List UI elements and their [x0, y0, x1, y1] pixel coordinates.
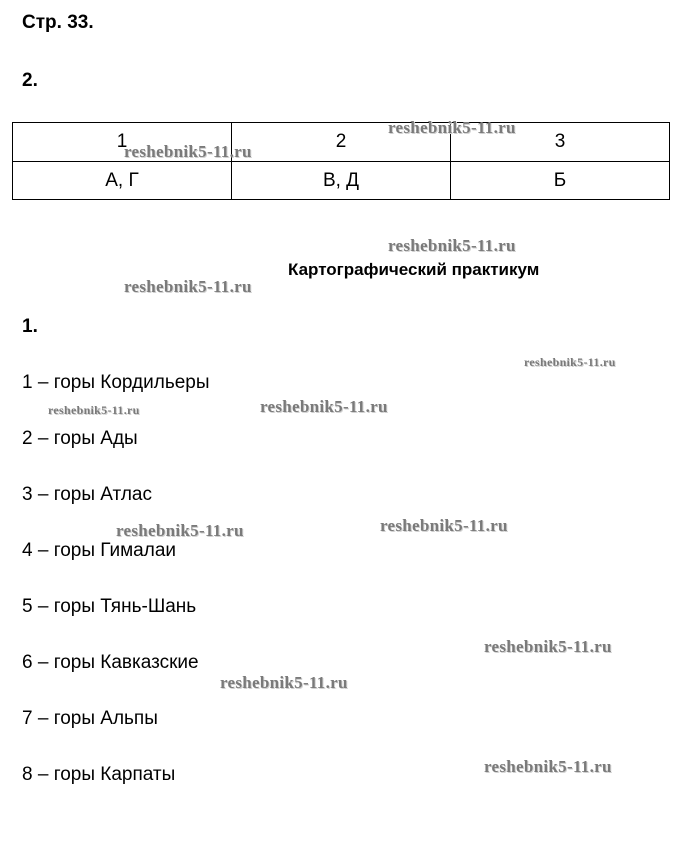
- table-header-cell: 2: [232, 123, 451, 162]
- watermark: reshebnik5-11.ru: [116, 521, 244, 540]
- answer-table: [12, 122, 670, 200]
- watermark: reshebnik5-11.ru: [124, 277, 252, 296]
- list-item: 5 – горы Тянь-Шань: [22, 596, 197, 617]
- table-header-cell: 1: [13, 123, 232, 162]
- table-header-cell: 3: [451, 123, 670, 162]
- watermark: reshebnik5-11.ru: [484, 757, 612, 776]
- table-cell: В, Д: [232, 162, 451, 200]
- table-cell: А, Г: [13, 162, 232, 200]
- watermark: reshebnik5-11.ru: [524, 355, 616, 369]
- watermark: reshebnik5-11.ru: [48, 403, 140, 417]
- list-item: 4 – горы Гималаи: [22, 540, 177, 561]
- task-number-2: 2.: [22, 70, 38, 91]
- mountains-list: [22, 372, 210, 820]
- list-item: 2 – горы Ады: [22, 428, 138, 449]
- section-heading: Картографический практикум: [288, 260, 540, 279]
- list-item: 3 – горы Атлас: [22, 484, 152, 505]
- list-item: 7 – горы Альпы: [22, 708, 158, 729]
- page-title: Стр. 33.: [22, 12, 94, 33]
- list-item: 1 – горы Кордильеры: [22, 372, 210, 393]
- list-item: 8 – горы Карпаты: [22, 764, 176, 785]
- list-item: 6 – горы Кавказские: [22, 652, 199, 673]
- watermark: reshebnik5-11.ru: [124, 142, 252, 161]
- table-row: [13, 162, 670, 200]
- watermark: reshebnik5-11.ru: [260, 397, 388, 416]
- watermark: reshebnik5-11.ru: [380, 516, 508, 535]
- watermark: reshebnik5-11.ru: [484, 637, 612, 656]
- table-cell: Б: [451, 162, 670, 200]
- watermark: reshebnik5-11.ru: [220, 673, 348, 692]
- table-header-row: [13, 123, 670, 162]
- watermark: reshebnik5-11.ru: [388, 118, 516, 137]
- watermark: reshebnik5-11.ru: [388, 236, 516, 255]
- task-number-1: 1.: [22, 316, 38, 337]
